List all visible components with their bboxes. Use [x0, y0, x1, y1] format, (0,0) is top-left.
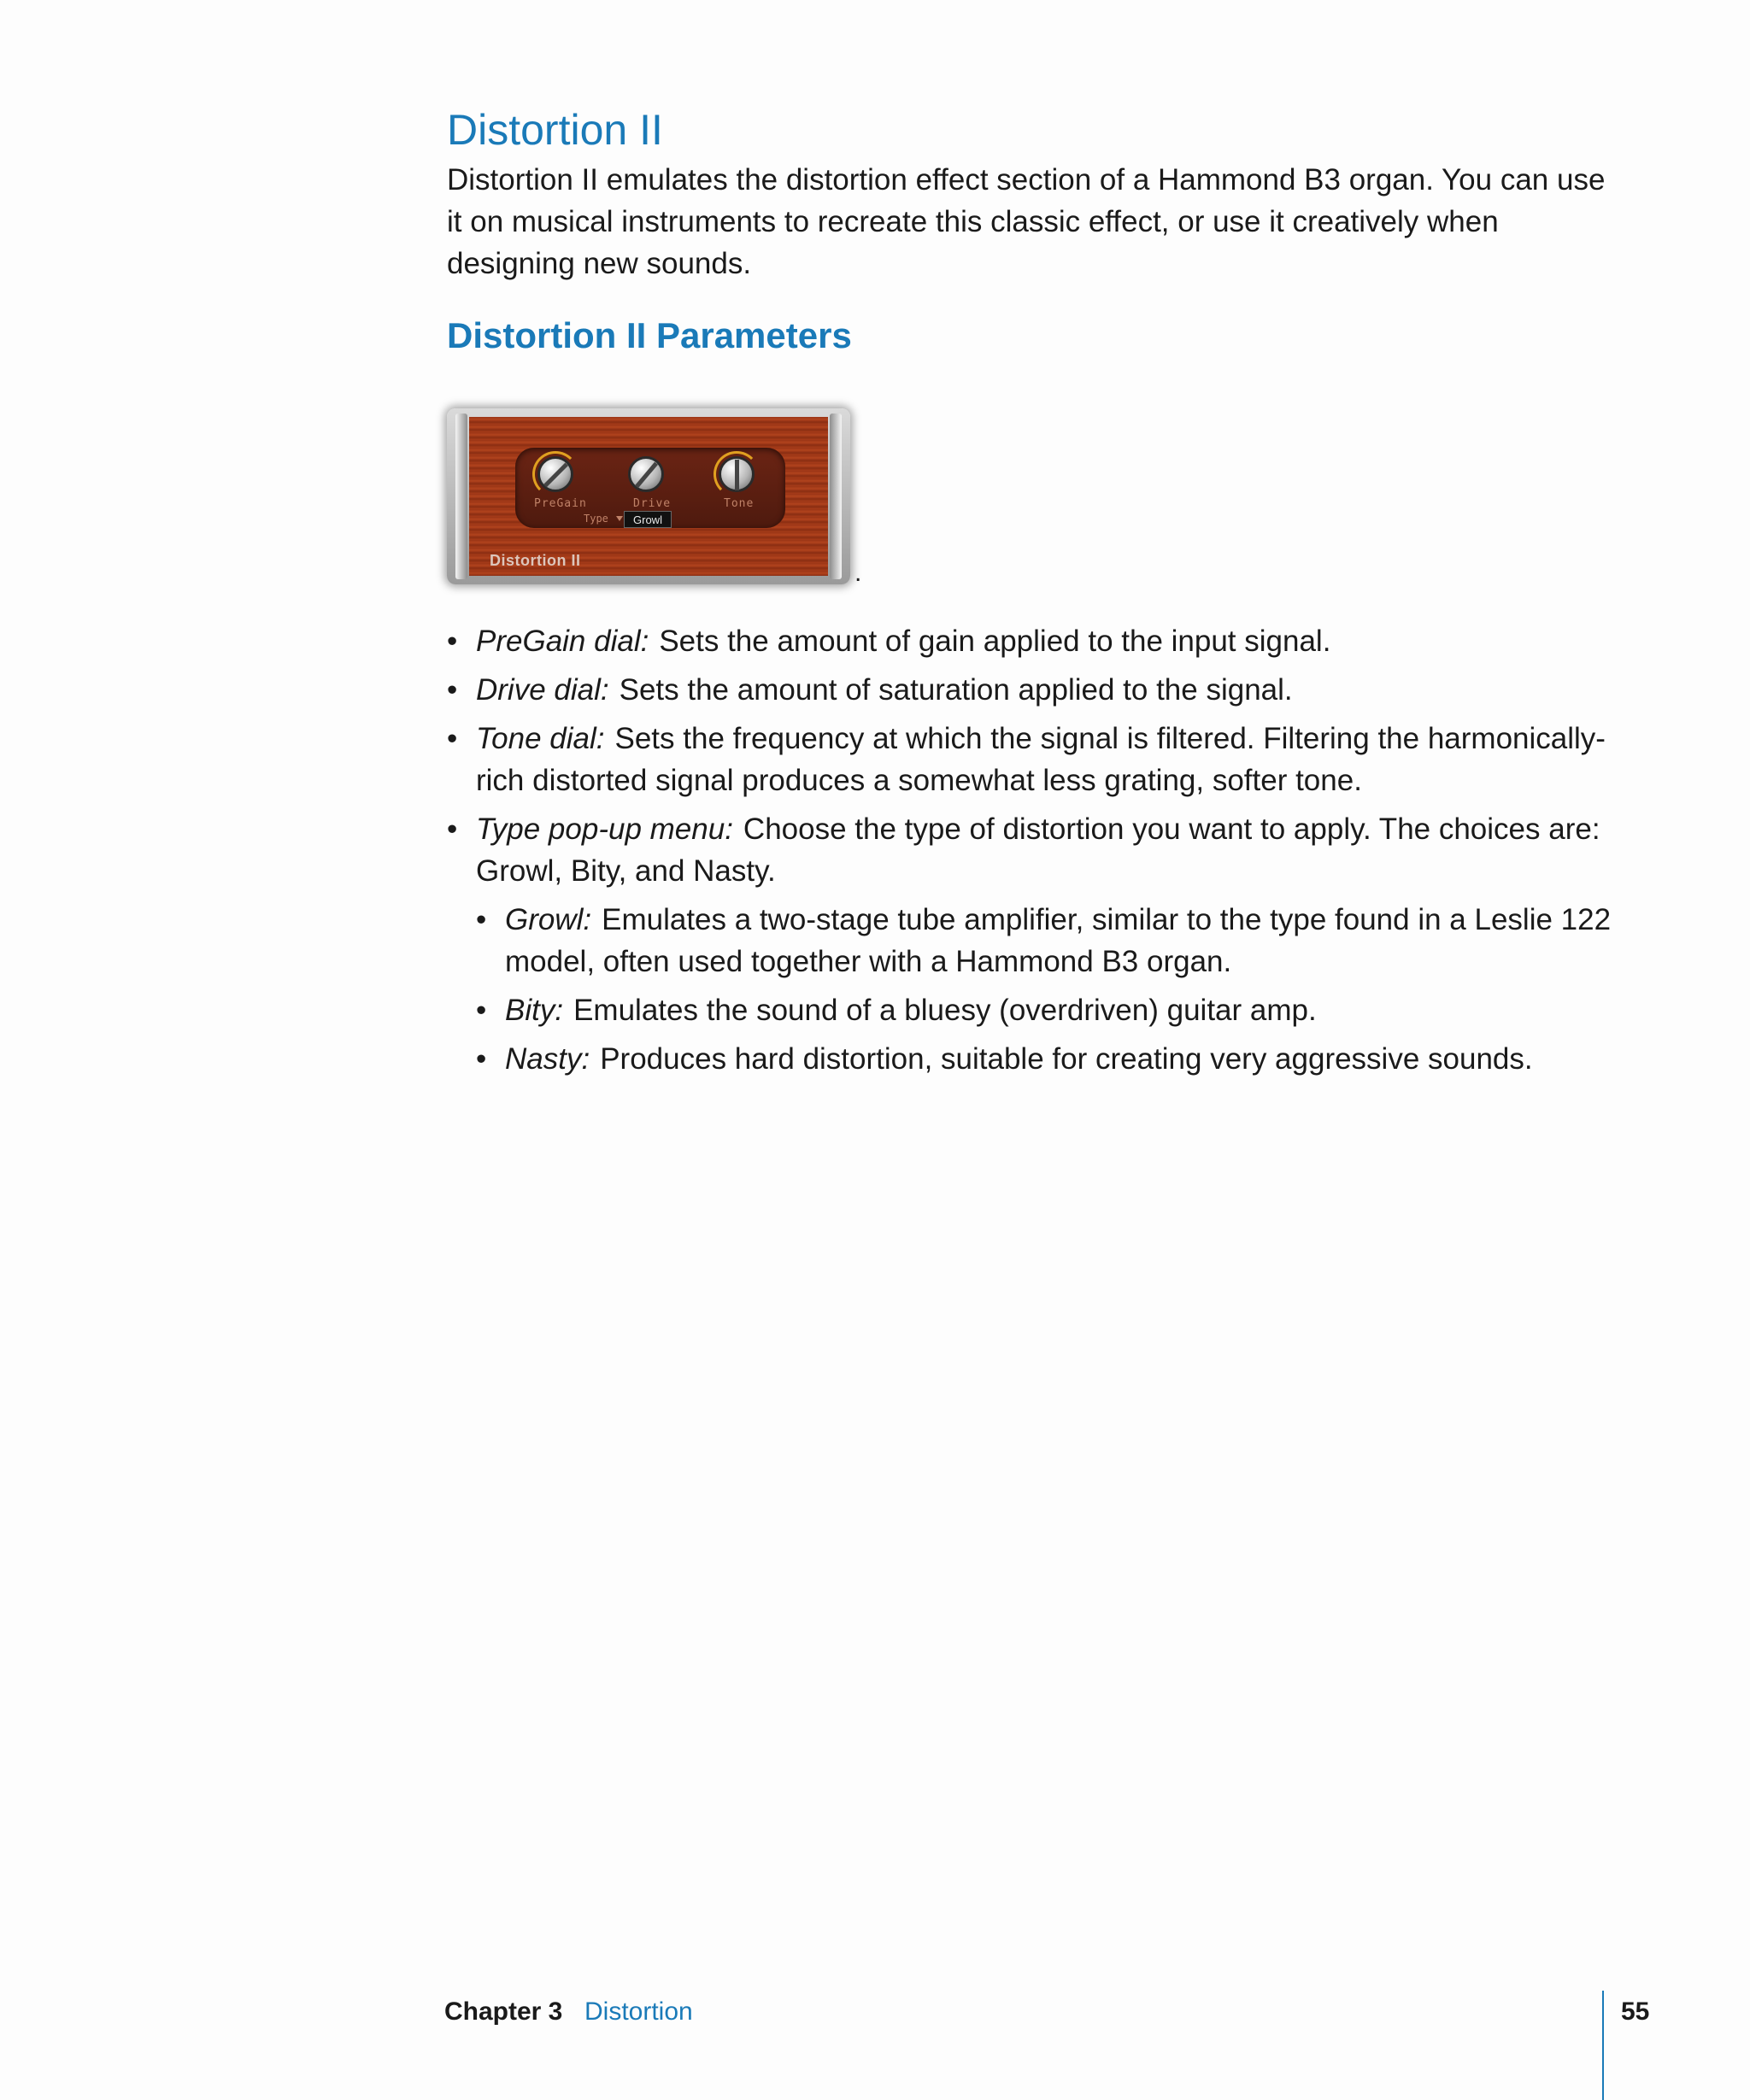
tone-dial-icon[interactable] [719, 456, 755, 492]
list-item-text: Choose the type of distortion you want to apply. The choices are: Growl, Bity, and Nasty. [476, 812, 1600, 888]
figure-trailing-period: . [854, 559, 862, 587]
intro-paragraph: Distortion II emulates the distortion effect section of a Hammond B3 organ. You can use it on musical instruments to recreate this classic effect, or use it creatively when designing new sounds. [447, 163, 1606, 280]
plugin-name: Distortion II [490, 552, 581, 569]
footer-chapter-title: Distortion [584, 1997, 693, 2026]
distortion-ii-plugin-figure [447, 408, 850, 584]
list-item-text: Produces hard distortion, suitable for creating very aggressive sounds. [600, 1042, 1533, 1076]
list-item [447, 718, 1643, 801]
footer-divider [1602, 1991, 1604, 2100]
type-dropdown-arrow-icon [616, 516, 623, 521]
footer-chapter: Chapter 3 [444, 1997, 563, 2026]
sub-list-item [447, 1038, 1643, 1080]
parameter-list [447, 620, 1643, 1087]
sub-list-item [447, 899, 1643, 983]
sub-list-item [447, 989, 1643, 1031]
page-heading: Distortion II [447, 106, 663, 154]
list-item-term: Nasty: [505, 1042, 590, 1076]
page-number: 55 [1621, 1997, 1650, 2026]
list-item-term: Type pop-up menu: [476, 812, 733, 846]
drive-dial-icon[interactable] [628, 456, 664, 492]
list-item-term: Tone dial: [476, 722, 605, 755]
pregain-label: PreGain [534, 497, 587, 510]
type-label: Type [584, 513, 608, 525]
section-heading: Distortion II Parameters [447, 315, 852, 355]
list-item [447, 620, 1643, 662]
plugin-wood-face [469, 417, 828, 576]
list-item-term: PreGain dial: [476, 625, 649, 658]
list-item [447, 669, 1643, 711]
type-popup-menu[interactable]: Growl [624, 511, 672, 528]
list-item-term: Growl: [505, 903, 592, 936]
plugin-control-panel [515, 448, 785, 528]
list-item-term: Drive dial: [476, 673, 609, 707]
plugin-rail-left [455, 414, 467, 579]
list-item-text: Emulates a two-stage tube amplifier, similar to the type found in a Leslie 122 model, often used together with a Hammond B3 organ. [505, 903, 1612, 978]
tone-label: Tone [724, 497, 755, 510]
list-item-term: Bity: [505, 994, 564, 1027]
plugin-rail-right [830, 414, 842, 579]
list-item [447, 808, 1643, 892]
list-item-text: Sets the amount of saturation applied to the signal. [619, 673, 1293, 707]
drive-label: Drive [633, 497, 672, 510]
list-item-text: Emulates the sound of a bluesy (overdriven) guitar amp. [573, 994, 1317, 1027]
list-item-text: Sets the amount of gain applied to the input signal. [659, 625, 1331, 658]
list-item-text: Sets the frequency at which the signal is filtered. Filtering the harmonically-rich distorted signal produces a somewhat less grating, softer tone. [476, 722, 1606, 797]
pregain-dial-icon[interactable] [537, 456, 573, 492]
